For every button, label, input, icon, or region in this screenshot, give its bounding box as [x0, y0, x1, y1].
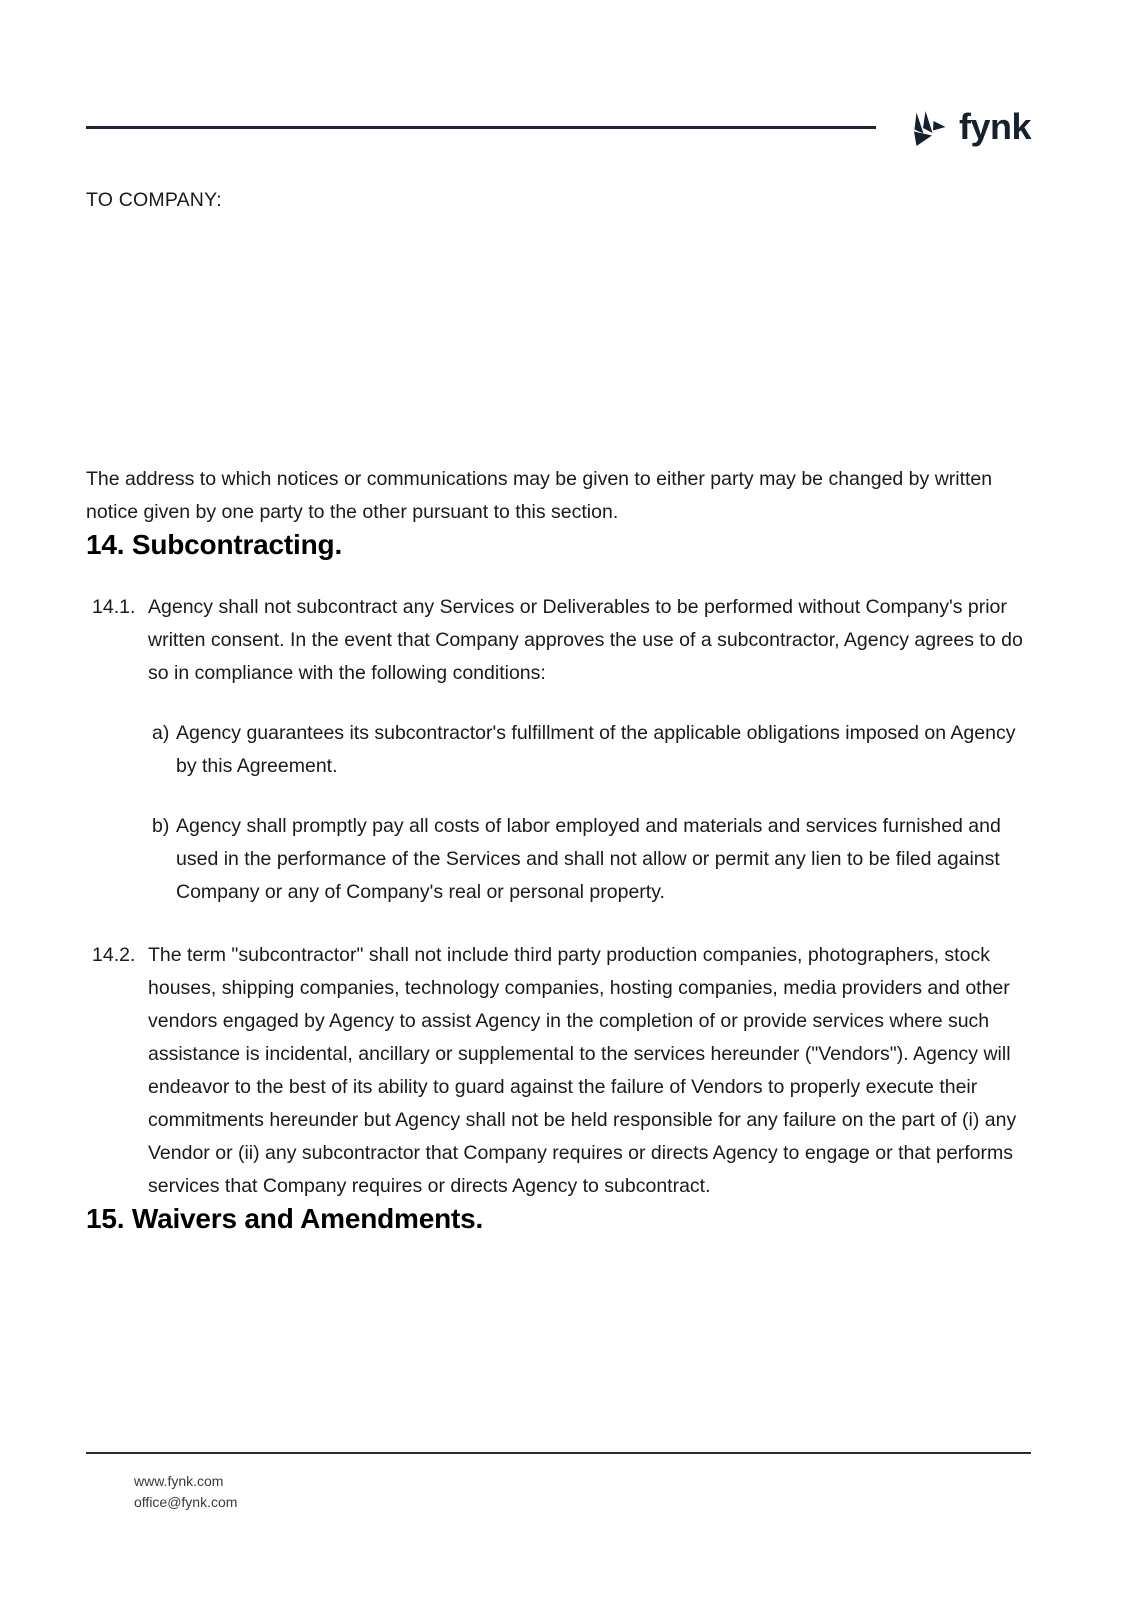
clause-14-1 [86, 591, 1031, 690]
clause-14-2 [86, 939, 1031, 1203]
subitem-label: a) [152, 722, 170, 745]
origami-bird-icon [902, 105, 950, 149]
header-divider [86, 126, 876, 129]
brand-wordmark: fynk [958, 106, 1031, 147]
section-heading-15: 15. Waivers and Amendments. [86, 1203, 484, 1235]
footer-contact [134, 1471, 1031, 1513]
page-header [86, 96, 1031, 158]
page-footer [86, 1452, 1031, 1513]
intro-paragraph: The address to which notices or communications may be given to either party may be changed by written notice given by one party to the other pursuant to this section. [86, 468, 993, 524]
subitem-14-1-a [152, 717, 1031, 783]
subitem-label: b) [152, 815, 170, 838]
clause-text: Agency shall not subcontract any Services or Deliverables to be performed without Company's prior written consent. In the event that Company approves the use of a subcontractor, Agency agrees to do so in compliance with the following conditions: [148, 596, 1023, 685]
subitem-text: Agency shall promptly pay all costs of labor employed and materials and services furnished and used in the performance of the Services and shall not allow or permit any lien to be filed against Company or any of Company's real or personal property. [176, 815, 1001, 904]
clause-text: The term "subcontractor" shall not include third party production companies, photographers, stock houses, shipping companies, technology companies, hosting companies, media providers and other vendors engaged by Agency to assist Agency in the completion of or provide services where such assistance is incidental, ancillary or supplemental to the services hereunder ("Vendors"). Agency will endeavor to the best of its ability to guard against the failure of Vendors to properly execute their commitments hereunder but Agency shall not be held responsible for any failure on the part of (i) any Vendor or (ii) any subcontractor that Company requires or directs Agency to engage or that performs services that Company requires or directs Agency to subcontract. [148, 944, 1017, 1198]
subitem-14-1-b [152, 810, 1031, 909]
footer-email: office@fynk.com [134, 1494, 238, 1510]
footer-divider [86, 1452, 1031, 1454]
recipient-label: TO COMPANY: [86, 189, 222, 211]
brand-logo [902, 105, 1031, 149]
signature-blank-area [86, 215, 1031, 463]
clause-number: 14.1. [92, 596, 136, 619]
section-heading-14: 14. Subcontracting. [86, 529, 343, 561]
document-body [86, 186, 1031, 1235]
subitem-text: Agency guarantees its subcontractor's fulfillment of the applicable obligations imposed on Agency by this Agreement. [176, 722, 1016, 778]
footer-website: www.fynk.com [134, 1473, 224, 1489]
clause-number: 14.2. [92, 944, 136, 967]
